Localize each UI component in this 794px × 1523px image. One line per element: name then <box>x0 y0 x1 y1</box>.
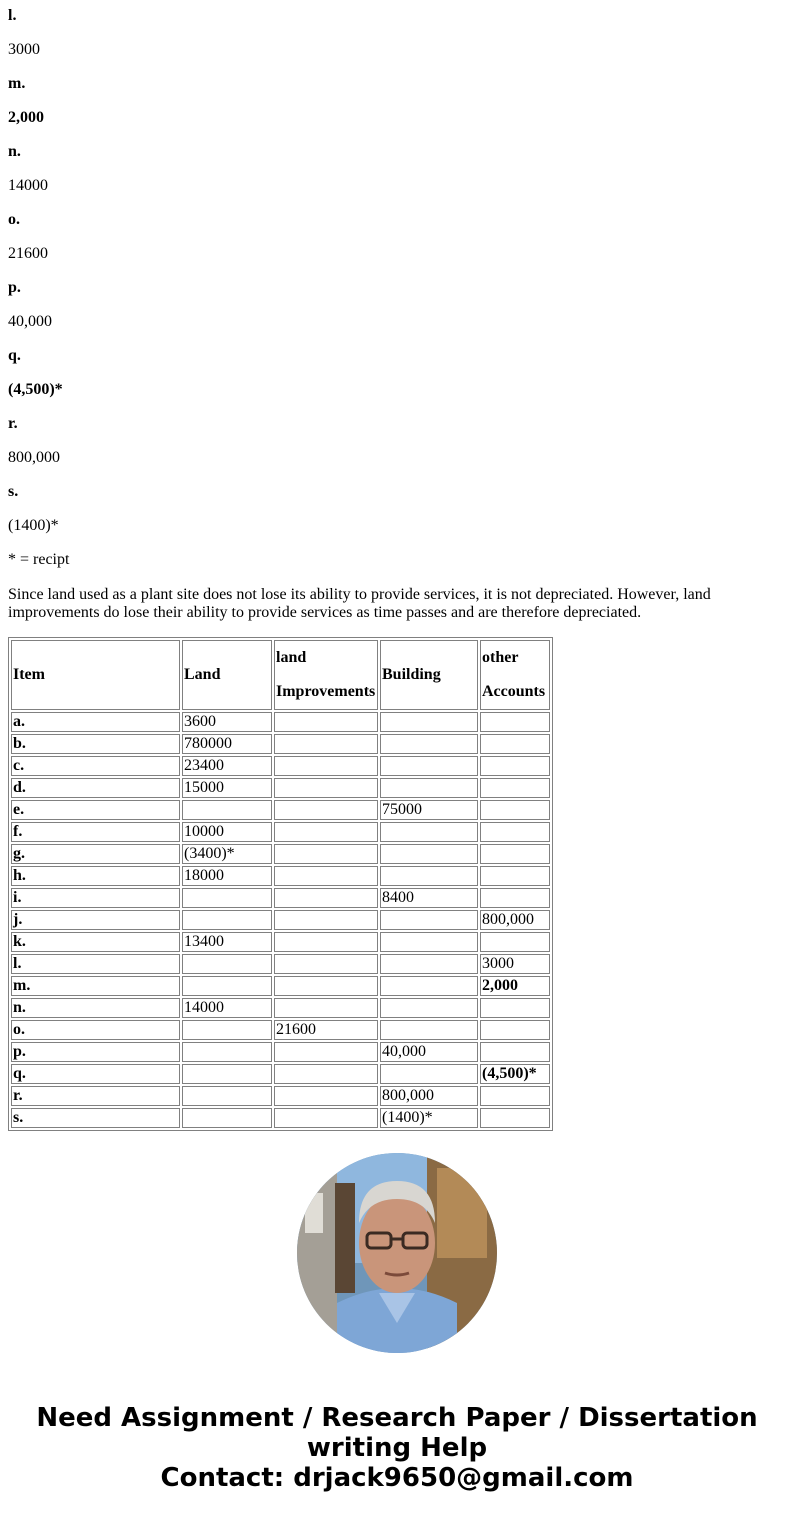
cell-item: b. <box>11 734 180 754</box>
cell-land <box>182 976 272 996</box>
cell-building <box>380 712 478 732</box>
header-other-accounts-line1: other <box>482 649 519 666</box>
cell-land <box>182 1064 272 1084</box>
cell-land: (3400)* <box>182 844 272 864</box>
cell-land: 13400 <box>182 932 272 952</box>
cell-item: p. <box>11 1042 180 1062</box>
cell-item: c. <box>11 756 180 776</box>
cell-building <box>380 1064 478 1084</box>
banner-line-2: writing Help <box>306 1433 488 1463</box>
cell-building <box>380 910 478 930</box>
cell-item: a. <box>11 712 180 732</box>
cell-improvements <box>274 712 378 732</box>
entry-label-p: p. <box>8 279 21 296</box>
cell-item: o. <box>11 1020 180 1040</box>
cell-other <box>480 1108 550 1128</box>
cell-land: 780000 <box>182 734 272 754</box>
cell-building <box>380 866 478 886</box>
cell-land <box>182 888 272 908</box>
table-row <box>11 844 550 864</box>
entry-value-r: 800,000 <box>8 449 60 466</box>
header-item: Item <box>11 640 180 710</box>
cell-improvements <box>274 1086 378 1106</box>
table-row <box>11 712 550 732</box>
table-row <box>11 998 550 1018</box>
cell-land: 10000 <box>182 822 272 842</box>
cell-other <box>480 866 550 886</box>
entry-value-o: 21600 <box>8 245 48 262</box>
header-land-improvements-line2: Improvements <box>276 683 376 700</box>
header-land: Land <box>182 640 272 710</box>
cell-building <box>380 998 478 1018</box>
table-row <box>11 910 550 930</box>
cell-other <box>480 932 550 952</box>
cell-land: 23400 <box>182 756 272 776</box>
cell-other <box>480 888 550 908</box>
contact-banner <box>0 1403 794 1493</box>
cell-other: 3000 <box>480 954 550 974</box>
table-row <box>11 734 550 754</box>
author-avatar <box>297 1153 497 1353</box>
cell-item: g. <box>11 844 180 864</box>
cell-improvements <box>274 932 378 952</box>
header-other-accounts <box>480 640 550 710</box>
cell-improvements <box>274 1108 378 1128</box>
table-header-row <box>11 640 550 710</box>
cell-item: k. <box>11 932 180 952</box>
cell-other <box>480 1086 550 1106</box>
asset-allocation-table <box>8 637 553 1131</box>
cell-building: 800,000 <box>380 1086 478 1106</box>
entry-value-s: (1400)* <box>8 517 59 534</box>
table-row <box>11 778 550 798</box>
cell-land <box>182 1042 272 1062</box>
cell-item: q. <box>11 1064 180 1084</box>
cell-building: 40,000 <box>380 1042 478 1062</box>
cell-item: m. <box>11 976 180 996</box>
entry-value-p: 40,000 <box>8 313 52 330</box>
table-row <box>11 1064 550 1084</box>
entry-label-r: r. <box>8 415 18 432</box>
entry-label-q: q. <box>8 347 21 364</box>
entry-label-n: n. <box>8 143 21 160</box>
cell-improvements <box>274 998 378 1018</box>
cell-building <box>380 822 478 842</box>
table-row <box>11 866 550 886</box>
cell-improvements <box>274 910 378 930</box>
cell-improvements <box>274 888 378 908</box>
cell-land: 3600 <box>182 712 272 732</box>
cell-building: (1400)* <box>380 1108 478 1128</box>
table-row <box>11 1108 550 1128</box>
table-row <box>11 756 550 776</box>
cell-other: 800,000 <box>480 910 550 930</box>
header-land-improvements <box>274 640 378 710</box>
cell-building <box>380 932 478 952</box>
cell-item: s. <box>11 1108 180 1128</box>
cell-other: (4,500)* <box>480 1064 550 1084</box>
table-row <box>11 1086 550 1106</box>
author-photo <box>297 1153 497 1353</box>
cell-improvements <box>274 976 378 996</box>
cell-building <box>380 734 478 754</box>
cell-other <box>480 1020 550 1040</box>
cell-land <box>182 910 272 930</box>
cell-other <box>480 756 550 776</box>
table-row <box>11 1020 550 1040</box>
cell-improvements <box>274 1042 378 1062</box>
entry-label-o: o. <box>8 211 20 228</box>
table-row <box>11 800 550 820</box>
document-body <box>8 0 786 622</box>
table-row <box>11 822 550 842</box>
cell-item: i. <box>11 888 180 908</box>
cell-improvements <box>274 844 378 864</box>
cell-item: n. <box>11 998 180 1018</box>
cell-improvements <box>274 954 378 974</box>
table-row <box>11 932 550 952</box>
cell-item: h. <box>11 866 180 886</box>
cell-improvements <box>274 822 378 842</box>
cell-item: r. <box>11 1086 180 1106</box>
header-other-accounts-line2: Accounts <box>482 683 546 700</box>
cell-building <box>380 976 478 996</box>
cell-item: d. <box>11 778 180 798</box>
cell-item: j. <box>11 910 180 930</box>
entry-label-l: l. <box>8 7 17 24</box>
cell-building <box>380 778 478 798</box>
cell-other <box>480 712 550 732</box>
cell-item: l. <box>11 954 180 974</box>
entry-value-l: 3000 <box>8 41 40 58</box>
banner-line-1: Need Assignment / Research Paper / Dissertation <box>36 1403 758 1433</box>
cell-item: e. <box>11 800 180 820</box>
cell-improvements <box>274 734 378 754</box>
cell-building <box>380 756 478 776</box>
entry-value-m: 2,000 <box>8 109 44 126</box>
table-row <box>11 888 550 908</box>
table-row <box>11 976 550 996</box>
cell-other <box>480 1042 550 1062</box>
cell-item: f. <box>11 822 180 842</box>
cell-other <box>480 998 550 1018</box>
entry-label-s: s. <box>8 483 19 500</box>
cell-other <box>480 778 550 798</box>
cell-land: 14000 <box>182 998 272 1018</box>
cell-improvements <box>274 756 378 776</box>
cell-land <box>182 1086 272 1106</box>
cell-land <box>182 954 272 974</box>
cell-improvements <box>274 778 378 798</box>
cell-land <box>182 800 272 820</box>
cell-improvements <box>274 800 378 820</box>
cell-land: 15000 <box>182 778 272 798</box>
footnote-receipt: * = recipt <box>8 551 70 568</box>
header-building: Building <box>380 640 478 710</box>
cell-building: 75000 <box>380 800 478 820</box>
cell-improvements <box>274 1064 378 1084</box>
cell-land: 18000 <box>182 866 272 886</box>
cell-other <box>480 734 550 754</box>
cell-building <box>380 954 478 974</box>
cell-building: 8400 <box>380 888 478 908</box>
cell-other <box>480 844 550 864</box>
cell-land <box>182 1108 272 1128</box>
cell-building <box>380 844 478 864</box>
entry-value-q: (4,500)* <box>8 381 63 398</box>
cell-other <box>480 800 550 820</box>
cell-improvements <box>274 866 378 886</box>
cell-other: 2,000 <box>480 976 550 996</box>
table-row <box>11 1042 550 1062</box>
cell-other <box>480 822 550 842</box>
header-land-improvements-line1: land <box>276 649 307 666</box>
cell-improvements: 21600 <box>274 1020 378 1040</box>
entry-value-n: 14000 <box>8 177 48 194</box>
entry-label-m: m. <box>8 75 26 92</box>
cell-building <box>380 1020 478 1040</box>
table-row <box>11 954 550 974</box>
banner-contact-email: Contact: drjack9650@gmail.com <box>160 1463 634 1493</box>
cell-land <box>182 1020 272 1040</box>
depreciation-paragraph: Since land used as a plant site does not lose its ability to provide services, it is not depreciated. However, land improvements do lose their ability to provide services as time passes and are therefore depreciated. <box>8 586 711 621</box>
